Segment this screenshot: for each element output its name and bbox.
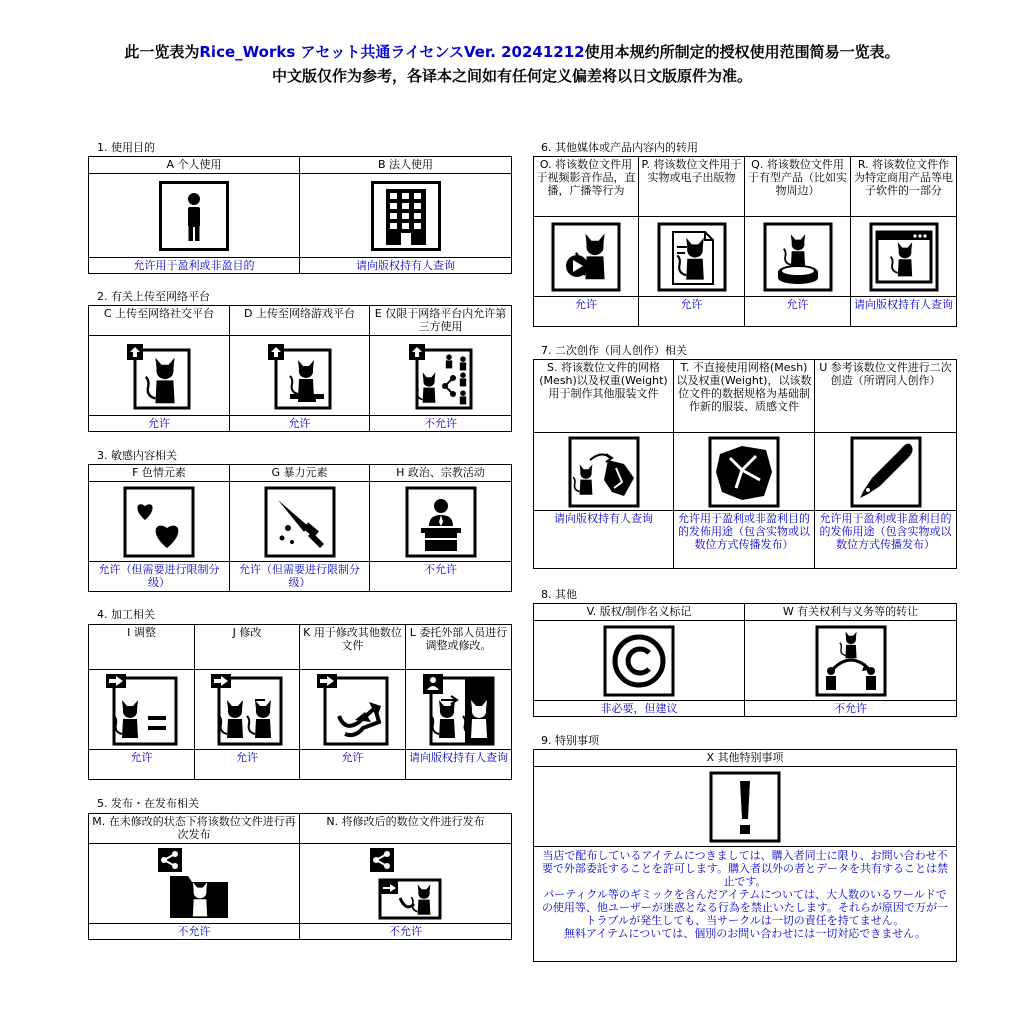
- section-8-table: [533, 603, 957, 717]
- modify-other-icon: [315, 672, 391, 748]
- item-s-label: S. 将该数位文件的网格(Mesh)以及权重(Weight)用于制作其他服装文件: [534, 360, 674, 433]
- item-p-status: 允许: [639, 297, 745, 327]
- section-5-table: [88, 813, 512, 940]
- section-7-title: 7. 二次创作（同人创作）相关: [541, 344, 687, 357]
- item-r-label: R. 将该数位文件作为特定商用产品等电子软件的一部分: [851, 157, 957, 217]
- item-g-status: 允许（但需要进行限制分级）: [230, 562, 370, 592]
- item-o-status: 允许: [534, 297, 639, 327]
- section-1-title: 1. 使用目的: [97, 141, 155, 154]
- item-k-status: 允许: [300, 750, 406, 780]
- item-b-status: 请向版权持有人查询: [300, 258, 512, 274]
- item-v-label: V. 版权/制作名义标记: [534, 604, 745, 621]
- pen-icon: [850, 436, 922, 508]
- section-2-title: 2. 有关上传至网络平台: [97, 290, 210, 303]
- section-3-title: 3. 敏感内容相关: [97, 449, 177, 462]
- header-pre: 此一览表为: [124, 43, 200, 61]
- cloth-icon: [708, 436, 780, 508]
- item-f-label: F 色情元素: [89, 465, 230, 482]
- item-f-status: 允许（但需要进行限制分级）: [89, 562, 230, 592]
- section-5-title: 5. 发布・在发布相关: [97, 797, 199, 810]
- publication-icon: [655, 220, 729, 294]
- share-third-party-icon: [405, 340, 477, 412]
- item-m-status: 不允许: [89, 924, 300, 940]
- item-s-status: 请向版权持有人查询: [534, 511, 674, 569]
- item-c-status: 允许: [89, 416, 230, 432]
- special-note-1: 当店で配布しているアイテムにつきましては、購入者同士に限り、お問い合わせ不要で外部委託することを許可します。購入者以外の者とデータを共有することは禁止です。: [541, 849, 949, 888]
- item-c-label: C 上传至网络社交平台: [89, 306, 230, 336]
- item-b-label: B 法人使用: [300, 157, 512, 174]
- item-r-status: 请向版权持有人查询: [851, 297, 957, 327]
- share-modified-icon: [368, 846, 444, 922]
- copyright-icon: [603, 625, 675, 697]
- item-w-status: 不允许: [745, 701, 957, 717]
- item-k-label: K 用于修改其他数位文件: [300, 625, 406, 670]
- share-folder-icon: [156, 846, 232, 922]
- section-7-table: [533, 359, 957, 569]
- item-q-label: Q. 将该数位文件用于有型产品（比如实物周边）: [745, 157, 851, 217]
- podium-icon: [405, 486, 477, 558]
- section-6-title: 6. 其他媒体或产品内容内的转用: [541, 141, 698, 154]
- item-u-status: 允许用于盈利或非盈利目的的发佈用途（包含实物或以数位方式传播发布）: [815, 511, 957, 569]
- hearts-icon: [123, 486, 195, 558]
- item-h-status: 不允许: [370, 562, 512, 592]
- item-m-label: M. 在未修改的状态下将该数位文件进行再次发布: [89, 814, 300, 844]
- item-q-status: 允许: [745, 297, 851, 327]
- section-2-table: [88, 305, 512, 432]
- item-i-status: 允许: [89, 750, 195, 780]
- item-u-label: U 参考该数位文件进行二次创造（所谓同人创作）: [815, 360, 957, 433]
- adjust-icon: [104, 672, 180, 748]
- outsource-icon: [421, 672, 497, 748]
- item-i-label: I 调整: [89, 625, 195, 670]
- item-l-status: 请向版权持有人查询: [406, 750, 512, 780]
- item-h-label: H 政治、宗教活动: [370, 465, 512, 482]
- item-l-label: L 委托外部人员进行调整或修改。: [406, 625, 512, 670]
- section-4-title: 4. 加工相关: [97, 608, 155, 621]
- header-disclaimer: 中文版仅作为参考，各译本之间如有任何定义偏差将以日文版原件为准。: [271, 67, 752, 85]
- upload-game-icon: [264, 340, 336, 412]
- item-j-status: 允许: [195, 750, 300, 780]
- item-n-status: 不允许: [300, 924, 512, 940]
- special-note-2: パーティクル等のギミックを含んだアイテムについては、大人数のいるワールドでの使用等、他ユーザーが迷惑となる行為を禁止いたします。それらが原因で万が一トラブルが発生しても、当サークルは一切の責任を持てません。: [541, 888, 949, 927]
- upload-social-icon: [123, 340, 195, 412]
- software-icon: [867, 220, 941, 294]
- item-t-status: 允许用于盈利或非盈利目的的发佈用途（包含实物或以数位方式传播发布）: [674, 511, 815, 569]
- section-6-table: [533, 156, 957, 327]
- modify-icon: [209, 672, 285, 748]
- person-icon: [159, 181, 229, 251]
- exclamation-icon: [709, 771, 781, 843]
- item-e-status: 不允许: [370, 416, 512, 432]
- item-x-label: X 其他特别事项: [534, 750, 957, 767]
- item-o-label: O. 将该数位文件用于视频影音作品，直播，广播等行为: [534, 157, 639, 217]
- section-9-table: [533, 749, 957, 962]
- mesh-weight-icon: [568, 436, 640, 508]
- item-e-label: E 仅限于网络平台内允许第三方使用: [370, 306, 512, 336]
- section-9-title: 9. 特别事项: [541, 734, 599, 747]
- special-note-3: 無料アイテムについては、個別のお問い合わせには一切対応できません。: [564, 927, 926, 940]
- building-icon: [371, 181, 441, 251]
- item-t-label: T. 不直接使用网格(Mesh)以及权重(Weight)，以该数位文件的数据规格为基础制作新的服装、质感文件: [674, 360, 815, 433]
- section-8-title: 8. 其他: [541, 588, 577, 601]
- section-1-table: [88, 156, 512, 274]
- page-header: [60, 42, 964, 87]
- item-j-label: J 修改: [195, 625, 300, 670]
- item-w-label: W 有关权利与义务等的转让: [745, 604, 957, 621]
- item-a-label: A 个人使用: [89, 157, 300, 174]
- item-n-label: N. 将修改后的数位文件进行发布: [300, 814, 512, 844]
- figure-icon: [761, 220, 835, 294]
- special-notes: [534, 847, 957, 962]
- item-g-label: G 暴力元素: [230, 465, 370, 482]
- header-post: 使用本规约所制定的授权使用范围简易一览表。: [584, 43, 900, 61]
- video-icon: [549, 220, 623, 294]
- section-4-table: [88, 624, 512, 780]
- section-3-table: [88, 464, 512, 592]
- item-a-status: 允许用于盈利或非盈目的: [89, 258, 300, 274]
- item-d-label: D 上传至网络游戏平台: [230, 306, 370, 336]
- item-d-status: 允许: [230, 416, 370, 432]
- header-brand: Rice_Works アセット共通ライセンスVer. 20241212: [199, 43, 585, 61]
- item-v-status: 非必要，但建议: [534, 701, 745, 717]
- item-p-label: P. 将该数位文件用于实物或电子出版物: [639, 157, 745, 217]
- transfer-icon: [815, 625, 887, 697]
- knife-icon: [264, 486, 336, 558]
